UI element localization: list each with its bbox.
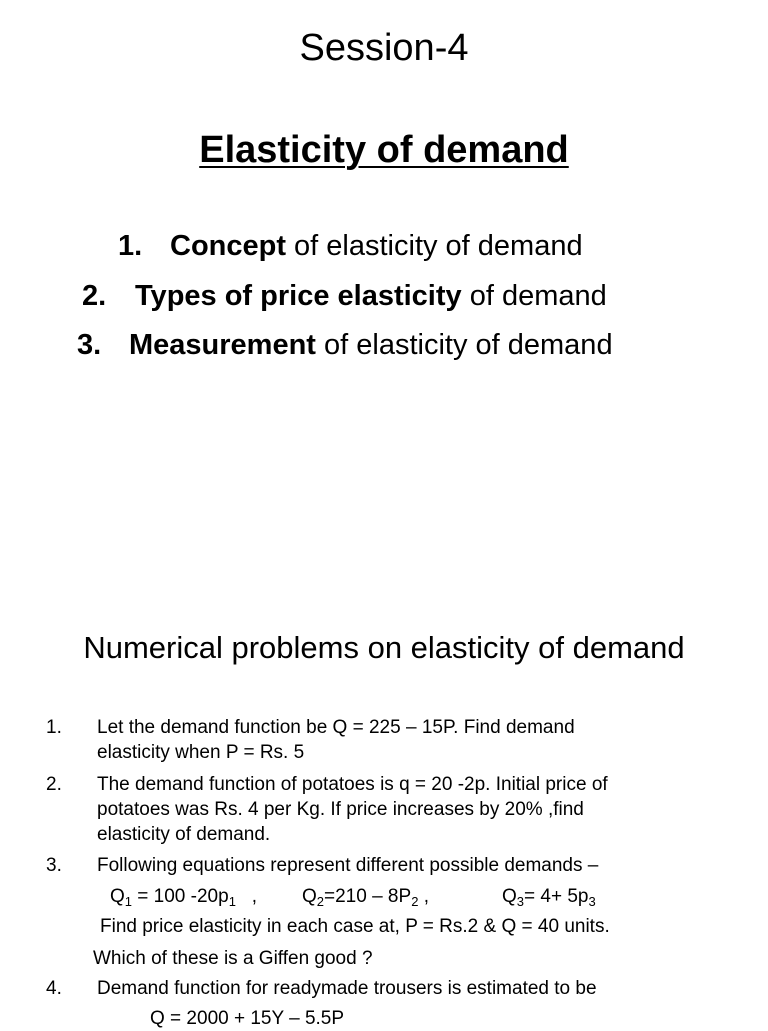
problem-text: Demand function for readymade trousers is estimated to be	[97, 978, 597, 999]
problem-text: Following equations represent different possible demands –	[97, 855, 599, 876]
problems-title: Numerical problems on elasticity of demand	[83, 630, 685, 665]
topic-item-1	[118, 229, 583, 263]
topic-item-2	[82, 279, 607, 313]
problem-number: 1.	[46, 717, 62, 738]
problem-number: 4.	[46, 978, 62, 999]
problem-text: The demand function of potatoes is q = 20 -2p. Initial price of	[97, 774, 608, 795]
problem-number: 2.	[46, 774, 62, 795]
problem-text: Find price elasticity in each case at, P = Rs.2 & Q = 40 units.	[100, 916, 610, 937]
topic-number: 3.	[77, 329, 102, 361]
equation-q1: $Q_1 = 100$ $-20p_1$ ,	[110, 886, 258, 909]
problem-text: elasticity of demand.	[97, 824, 271, 845]
equation-q3: $Q_3= 4+ 5p_3$	[502, 886, 596, 909]
slide-heading: Elasticity of demand	[199, 129, 569, 171]
problem-text: potatoes was Rs. 4 per Kg. If price increases by 20% ,find	[97, 799, 584, 820]
session-title: Session-4	[299, 27, 469, 69]
problem-text: Let the demand function be Q = 225 – 15P. Find demand	[97, 717, 575, 738]
topic-number: 1.	[118, 230, 143, 262]
topic-item-3	[77, 328, 613, 362]
topic-bold: Concept	[170, 230, 286, 262]
problem-text: Which of these is a Giffen good ?	[93, 948, 373, 969]
problem-text: Q = 2000 + 15Y – 5.5P	[150, 1008, 345, 1029]
problem-text: elasticity when P = Rs. 5	[97, 742, 305, 763]
topic-bold: Types of price elasticity	[135, 280, 462, 312]
topic-text: of demand	[461, 280, 607, 312]
equation-q2: $Q_2=210 - 8P_2$ ,	[302, 886, 429, 909]
topic-text: of elasticity of demand	[315, 329, 613, 361]
topic-text: of elasticity of demand	[286, 230, 583, 262]
problem-number: 3.	[46, 855, 62, 876]
topic-number: 2.	[82, 280, 107, 312]
topic-bold: Measurement	[129, 329, 316, 361]
